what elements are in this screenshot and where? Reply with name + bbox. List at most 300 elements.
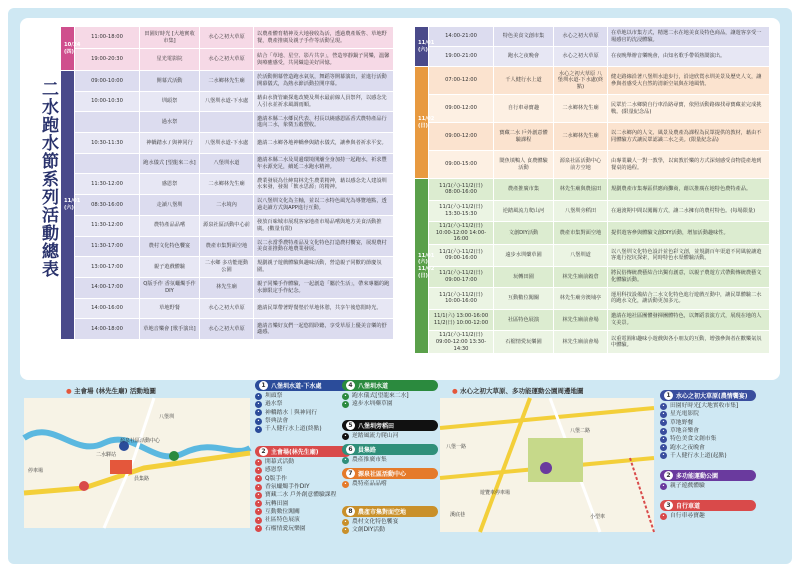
- cell-desc: 邀請二水鄉各地神轎參與踏水儀式，讓參與者祈求平安。: [254, 133, 394, 154]
- cell-event: 特色美食文創市集: [494, 27, 554, 47]
- legend-item-label: 星光電影院: [670, 411, 699, 418]
- legend-bullet-icon: •: [660, 411, 667, 418]
- schedule-row: [415, 95, 770, 123]
- legend-item-label: 草地野餐: [670, 419, 694, 426]
- legend-item: [342, 400, 442, 408]
- schedule-row: [61, 27, 394, 49]
- cell-place: 二水鄉 多功能運動公園: [200, 257, 254, 278]
- legend-item: [660, 452, 760, 460]
- cell-place: 水心之初大草原: [554, 27, 608, 47]
- legend-group: [255, 446, 355, 533]
- map-pin-icon: ●: [452, 387, 458, 395]
- legend-bullet-icon: •: [255, 508, 262, 515]
- cell-event: 社區特色展演: [494, 309, 554, 331]
- map-label-i: 溪底巷: [450, 512, 466, 518]
- station-block: [110, 460, 132, 474]
- cell-desc: 以農產體育精神及大地發收為活，透過農產販售、草地野餐，農產推廣及親子手作等活動呈現。: [254, 27, 394, 49]
- schedule-row: [61, 257, 394, 278]
- schedule-row: [61, 236, 394, 257]
- cell-event: 跑水儀式 [望龍來二水]: [140, 153, 200, 174]
- legend-item-label: 香氛蠟燭手作DIY: [265, 484, 310, 491]
- cell-event: 過水祭: [140, 112, 200, 133]
- cell-time: 11/1(六) 13:00-16:00 11/2(日) 10:00-12:00: [429, 309, 494, 331]
- legend-item: [255, 483, 355, 491]
- cell-event: 開幕式活動: [140, 71, 200, 92]
- schedule-row: [415, 266, 770, 288]
- schedule-row: [61, 195, 394, 216]
- legend-item: [660, 410, 760, 418]
- day-label: 11/01 (六) 11/02 (日): [415, 179, 429, 354]
- cell-desc: 民眾於二水鄉騎自行車沿路尋寶，依照活動路線找尋寶藏並完成挑戰。(限量紀念品): [608, 95, 770, 123]
- day-label: 11/01 (六): [415, 27, 429, 67]
- legend-item: [255, 425, 355, 433]
- cell-place: 林先生廟前會場: [554, 331, 608, 354]
- cell-event: 感恩祭: [140, 174, 200, 195]
- legend-bullet-icon: •: [660, 513, 667, 520]
- legend-item-label: 互動數位闖關: [265, 508, 300, 515]
- schedule-row: [415, 123, 770, 151]
- map-label-b: 二水驛站: [96, 452, 117, 458]
- cell-place: 八堡圳旁稻田: [554, 200, 608, 222]
- legend-item-label: 特色美食文創市集: [670, 436, 717, 443]
- cell-time: 11/1(六)-11/2(日) 09:00-16:00: [429, 244, 494, 266]
- legend-bullet-icon: •: [255, 525, 262, 532]
- cell-place: 八堡圳道: [554, 244, 608, 266]
- legend-bullet-icon: •: [342, 457, 349, 464]
- schedule-row: [415, 288, 770, 310]
- legend-item: [660, 435, 760, 443]
- legend-bullet-icon: •: [255, 418, 262, 425]
- cell-place: 二水鄉林先生廟: [554, 95, 608, 123]
- cell-time: 13:00-17:00: [75, 257, 140, 278]
- legend-item: [342, 480, 442, 488]
- map-label-f: 八堡一路: [446, 444, 467, 450]
- legend-group-title: 主會場(林先生廟): [271, 449, 319, 456]
- cell-time: 14:00-21:00: [429, 27, 494, 47]
- legend-bullet-icon: •: [342, 433, 349, 440]
- legend-group: [660, 390, 760, 460]
- legend-bullet-icon: •: [255, 492, 262, 499]
- map-pin-icon: ●: [66, 387, 72, 395]
- map-grassland-drawing: [440, 398, 654, 532]
- legend-item-label: 親子遊戲體驗: [670, 483, 705, 490]
- cell-desc: 運用科技設備結合二水文化特色進行遊戲互動中，讓民眾體驗二水的跑水文化，讓活動更加多元。: [608, 288, 770, 310]
- legend-bullet-icon: •: [660, 452, 667, 459]
- legend-item: [255, 508, 355, 516]
- cell-place: 林先生廟旁澳埔亭: [554, 288, 608, 310]
- legend-bullet-icon: •: [660, 483, 667, 490]
- cell-time: 11:00-18:00: [75, 27, 140, 49]
- legend-group-header[interactable]: [342, 506, 438, 517]
- legend-item: [660, 402, 760, 410]
- legend-item: [342, 392, 442, 400]
- schedule-row: [61, 277, 394, 298]
- legend-item-label: 祭典法會: [265, 418, 289, 425]
- cell-time: 09:00-15:00: [429, 151, 494, 179]
- legend-bullet-icon: •: [255, 426, 262, 433]
- map-title-right-label: 水心之初大草原、多功能運動公園周邊地圖: [459, 387, 584, 395]
- legend-item-label: 自行車尋寶趣: [670, 513, 705, 520]
- cell-place: 水心之初大草原: [200, 319, 254, 340]
- legend-item: [660, 482, 760, 490]
- cell-event: 親子遊戲體驗: [140, 257, 200, 278]
- marker-2: [540, 462, 552, 474]
- legend-bullet-icon: •: [342, 481, 349, 488]
- legend-bullet-icon: •: [255, 393, 262, 400]
- cell-place: 水心之初大草原 八堡圳水道-下水處(終點): [554, 67, 608, 95]
- legend-bullet-icon: •: [342, 527, 349, 534]
- cell-event: 文創DIY活動: [494, 222, 554, 245]
- legend-item: [255, 409, 355, 417]
- legend-item-label: 逆踏風流力爬山河: [352, 433, 399, 440]
- legend-item: [255, 392, 355, 400]
- schedule-row: [61, 319, 394, 340]
- cell-place: [200, 112, 254, 133]
- cell-time: 09:00-12:00: [429, 123, 494, 151]
- cell-desc: 在草地以市集方式，精選二水在地美食及特色商品，讓遊客享受一場感官的沈浸體驗。: [608, 27, 770, 47]
- schedule-row: [61, 112, 394, 133]
- legend-group-title: 水心之初大草原(農情饗宴): [676, 393, 748, 400]
- cell-desc: 親子同樂手作體驗，一起創造「屬於生活」，帶來專屬的跑水節限定手作紀念。: [254, 277, 394, 298]
- legend-number-badge: 5: [346, 421, 355, 430]
- legend-item-label: 石榴情愛玩樂園: [265, 525, 306, 532]
- legend-bullet-icon: •: [255, 500, 262, 507]
- legend-number-badge: 1: [259, 381, 268, 390]
- legend-item: [660, 443, 760, 451]
- schedule-row: [415, 47, 770, 67]
- cell-place: 林先生廟與農協田: [554, 179, 608, 201]
- legend-group: [660, 500, 760, 520]
- cell-place: 二水鄉林先生廟: [200, 71, 254, 92]
- cell-event: 鬧魚填鴨人 食農體驗活動: [494, 151, 554, 179]
- cell-event: 農村文化特色饗宴: [140, 236, 200, 257]
- legend-bullet-icon: •: [342, 519, 349, 526]
- legend-group: [342, 420, 442, 440]
- cell-desc: 邀請民眾帶著野餐墊於草地休憩，共享午後悠閒時光。: [254, 298, 394, 319]
- legend-group-header[interactable]: [255, 380, 351, 391]
- schedule-row: [415, 151, 770, 179]
- cell-desc: 於活動開幕營造跑水氣氛，舞蹈等開幕演出，並進行活動開幕儀式，為熱水節活動拉開序幕。: [254, 71, 394, 92]
- cell-time: 11/1(六)-11/2(日) 10:00-16:00: [429, 288, 494, 310]
- schedule-row: [415, 200, 770, 222]
- legend-group-header[interactable]: [660, 390, 756, 401]
- map-grassland[interactable]: [440, 398, 654, 532]
- cell-place: 八堡圳水道: [200, 153, 254, 174]
- legend-item-label: 寶藏二水 戶外創意體驗課程: [265, 492, 337, 499]
- cell-place: 水心之初大草原: [200, 49, 254, 71]
- schedule-row: [61, 215, 394, 236]
- legend-item-label: 神轎踏水｜與神同行: [265, 409, 318, 416]
- cell-desc: 健走路線沿著八堡圳水道步行，沿途欣賞水圳美景及歷史人文，讓參與者感受大自然的清新空氣與在地風情。: [608, 67, 770, 95]
- legend-item: [255, 466, 355, 474]
- schedule-row: [415, 222, 770, 245]
- map-label-o: 八堡圳: [159, 414, 175, 420]
- map-title-left-label: 主會場 (林先生廟) 活動地圖: [73, 387, 156, 395]
- cell-time: 10:30-11:30: [75, 133, 140, 154]
- legend-group-header[interactable]: [342, 420, 438, 431]
- cell-event: 千人健行水上道: [494, 67, 554, 95]
- map-label-g: 八堡二路: [570, 428, 591, 434]
- legend-item: [255, 516, 355, 524]
- cell-desc: 提供遊客參與體驗文創DIY活動，增加活動趣味性。: [608, 222, 770, 245]
- cell-time: 09:00-12:00: [429, 95, 494, 123]
- cell-time: 14:00-16:00: [75, 298, 140, 319]
- cell-event: 玩轉田園: [494, 266, 554, 288]
- legend-group-title: 源泉社區活動中心: [358, 471, 407, 478]
- map-label-m: 小型車: [590, 514, 606, 520]
- legend-group-header[interactable]: [342, 444, 438, 455]
- cell-desc: 邀請音樂好友們一起悠閒聆聽，享受草原上優美音樂的舒適感。: [254, 319, 394, 340]
- cell-event: 自行車尋寶趣: [494, 95, 554, 123]
- cell-desc: 邀請本縣二水郷民代表、村長以繞感恩區香式農特產品行進向二水，象徵五穀豐收。: [254, 112, 394, 133]
- legend-group-header[interactable]: [660, 470, 756, 481]
- legend-item-label: 玩轉田園: [265, 500, 289, 507]
- legend-bullet-icon: •: [660, 403, 667, 410]
- cell-event: 逆踏風流力爬山河: [494, 200, 554, 222]
- cell-event: 寶藏二水 戶外創意體驗課程: [494, 123, 554, 151]
- cell-place: 八堡圳水道-下水處: [200, 133, 254, 154]
- legend-bullet-icon: •: [255, 409, 262, 416]
- legend-bullet-icon: •: [660, 436, 667, 443]
- legend-number-badge: 4: [346, 381, 355, 390]
- cell-desc: 由專業職人一對一教學，以寓教於樂的方式深刻感受食物從產地到餐桌的過程。: [608, 151, 770, 179]
- legend-item: [660, 512, 760, 520]
- cell-place: 水心之初大草原: [200, 27, 254, 49]
- legend-bullet-icon: •: [255, 459, 262, 466]
- cell-event: 跑水之夜晚會: [494, 47, 554, 67]
- cell-time: [75, 153, 140, 174]
- legend-number-badge: 2: [664, 471, 673, 480]
- day-label: 11/01 (六): [61, 71, 75, 340]
- schedule-row: [415, 27, 770, 47]
- cell-time: 10:00-10:30: [75, 91, 140, 112]
- schedule-row: [61, 49, 394, 71]
- cell-desc: 以二水當季農特產品及文化特色打造農村饗宴，展現農村美食並推動在地農業發展。: [254, 236, 394, 257]
- legend-item: [342, 456, 442, 464]
- legend-item-label: 農特產品品嚐: [352, 481, 387, 488]
- legend-bullet-icon: •: [255, 401, 262, 408]
- legend-item-label: 文創DIY活動: [352, 527, 385, 534]
- legend-number-badge: 2: [259, 447, 268, 456]
- legend-group-header[interactable]: [342, 380, 438, 391]
- legend-number-badge: 8: [346, 507, 355, 516]
- cell-time: 14:00-17:00: [75, 277, 140, 298]
- legend-item: [660, 427, 760, 435]
- map-label-c: 員集路: [134, 476, 150, 482]
- legend-bullet-icon: •: [342, 401, 349, 408]
- cell-desc: 以重電圓和趣味小遊戲與各小朋友的互動，增強參與者在歡樂氣氛中體驗。: [608, 331, 770, 354]
- cell-time: 11/1(六)-11/2(日) 08:00-16:00: [429, 179, 494, 201]
- schedule-row: [61, 91, 394, 112]
- legend-item-label: 社區特色展演: [265, 517, 300, 524]
- legend-group: [342, 444, 442, 464]
- legend-group-title: 員集路: [358, 447, 377, 454]
- map-label-n: 停車場: [28, 468, 44, 474]
- legend-group-title: 八堡圳旁稻田: [358, 423, 395, 430]
- cell-place: 二水鄉林先生廟: [200, 174, 254, 195]
- cell-time: 11/1(六)-11/2(日) 10:00-12:00 14:00-16:00: [429, 222, 494, 245]
- legend-group-title: 自行車道: [676, 503, 701, 510]
- cell-place: 林先生廟前會場: [554, 309, 608, 331]
- legend-bullet-icon: •: [255, 517, 262, 524]
- legend-bullet-icon: •: [255, 467, 262, 474]
- legend-item: [255, 475, 355, 483]
- legend-item: [255, 524, 355, 532]
- cell-desc: 在過渡期中間以闖關方式，讓二水擁有的農村特色。(每場限量): [608, 200, 770, 222]
- legend-item: [255, 400, 355, 408]
- cell-desc: 邀請本縣二水及周邊環境開舖全身加持一起跑水，祈求豐年水源充足，續延二水跑水精神。: [254, 153, 394, 174]
- legend-item: [342, 526, 442, 534]
- cell-event: 互動數位闖關: [494, 288, 554, 310]
- cell-place: 水心之初大草原: [554, 47, 608, 67]
- marker-4: [169, 451, 179, 461]
- cell-event: Q版手作 香氛蠟燭手作DIY: [140, 277, 200, 298]
- legend-item: [255, 499, 355, 507]
- legend-item-label: 千人健行水上道(終點): [265, 426, 322, 433]
- legend-group-title: 八堡圳水道-下水處: [271, 383, 322, 390]
- grassland-area: [528, 438, 583, 482]
- cell-time: 11:30-12:00: [75, 174, 140, 195]
- schedule-row: [415, 331, 770, 354]
- cell-desc: 以八堡圳文化特色設計並色彩文創，並規劃百年渠道不同風貌讓遊客進行挖坑探索，同時特色水渠體驗活動。: [608, 244, 770, 266]
- page-title: 二水跑水節系列活動總表: [38, 80, 58, 278]
- cell-time: 11/1(六)-11/2(日) 09:00-12:00 13:30-14:30: [429, 331, 494, 354]
- legend-item-label: 開幕式活動: [265, 459, 294, 466]
- cell-desc: 規劃農產市集專區供應商攤商，藉以推廣在地特色農特產品。: [608, 179, 770, 201]
- legend-item: [255, 491, 355, 499]
- legend-item-label: Q版手作: [265, 475, 287, 482]
- cell-event: 圳頭祭: [140, 91, 200, 112]
- legend-group-header[interactable]: [660, 500, 756, 511]
- cell-place: 農產市集對面空地: [200, 236, 254, 257]
- legend-item: [660, 419, 760, 427]
- legend-item-label: 田園好時光[大地實收市集]: [670, 403, 739, 410]
- map-title-left: [66, 386, 156, 395]
- cell-place: 八堡圳水道-下水處: [200, 91, 254, 112]
- legend-group-title: 八堡圳水道: [358, 383, 389, 390]
- legend-number-badge: 1: [664, 391, 673, 400]
- legend-group: [342, 380, 442, 409]
- cell-time: 09:00-10:00: [75, 71, 140, 92]
- cell-desc: 結合「草地、星空、影片共享」，營造寧靜鍋子同樂，溫馨與療癒感受，共同織造美好回憶。: [254, 49, 394, 71]
- cell-time: 19:00-20:30: [75, 49, 140, 71]
- schedule-row: [415, 67, 770, 95]
- legend-item-label: 過水祭: [265, 401, 283, 408]
- legend-number-badge: 3: [664, 501, 673, 510]
- cell-event: 草地野餐: [140, 298, 200, 319]
- cell-place: 二水境內: [200, 195, 254, 216]
- legend-bullet-icon: •: [255, 484, 262, 491]
- schedule-row: [415, 179, 770, 201]
- cell-desc: 發放百味城市展現客家地產市場品嚐與地方美食活動推廣。(數量有限): [254, 215, 394, 236]
- legend-group-title: 農產市集對面空地: [358, 509, 407, 516]
- cell-time: 08:30-16:00: [75, 195, 140, 216]
- legend-item-label: 跑水儀式[望龍來二水]: [352, 393, 409, 400]
- legend-group: [342, 468, 442, 488]
- cell-time: 11/1(六)-11/2(日) 09:00-17:00: [429, 266, 494, 288]
- cell-desc: 農業發展為仕紳寫林先生農業精神，藉以感念先人建設圳水來發，發揚「飲水思源」的精神。: [254, 174, 394, 195]
- cell-time: 11:30-17:00: [75, 236, 140, 257]
- cell-desc: 以八堡圳文化為主軸，並以二水特色風光為導覽地點，透過走讀方式與APP進行互動。: [254, 195, 394, 216]
- cell-time: 14:00-18:00: [75, 319, 140, 340]
- schedule-row: [415, 244, 770, 266]
- cell-place: 林先生廟前穀倉: [554, 266, 608, 288]
- cell-desc: 在夜晚舉辦音樂晚會，由知名歌手帶領熱鬧演出。: [608, 47, 770, 67]
- marker-2: [79, 481, 89, 491]
- cell-desc: 藉由水資管廠探進改變及圳水最前線人員祭拜，以感念先人引水並祈求風調雨順。: [254, 91, 394, 112]
- legend-item-label: 農村文化特色饗宴: [352, 519, 399, 526]
- legend-bullet-icon: •: [342, 393, 349, 400]
- legend-group-header[interactable]: [255, 446, 351, 457]
- cell-desc: 規劃親子遊戲體驗與趣味活動，營造親子同歡的節慶氛圍。: [254, 257, 394, 278]
- legend-group-header[interactable]: [342, 468, 438, 479]
- cell-desc: 將民俗傳統農藝結合出獨有創意，以親子農遊方式帶動傳統農藝文化體驗活動。: [608, 266, 770, 288]
- legend-group: [255, 380, 355, 433]
- legend-number-badge: 7: [346, 469, 355, 478]
- cell-desc: 邀請在地社區團體發揮團體特色，以舞蹈表演方式，展現在地的人文美景。: [608, 309, 770, 331]
- legend-item-label: 千人健行水上道(起點): [670, 452, 727, 459]
- legend-item-label: 草地音樂會: [670, 428, 699, 435]
- cell-event: 農特產品品嚐: [140, 215, 200, 236]
- cell-event: 走讀八堡圳: [140, 195, 200, 216]
- legend-bullet-icon: •: [660, 419, 667, 426]
- day-label: 10/24 (四): [61, 27, 75, 71]
- cell-event: 遠步水圳藥草園: [494, 244, 554, 266]
- map-title-right: [452, 386, 583, 395]
- cell-event: 星光電影院: [140, 49, 200, 71]
- day-label: 11/02 (日): [415, 67, 429, 179]
- legend-item-label: 感恩祭: [265, 467, 283, 474]
- cell-place: 林先生廟: [200, 277, 254, 298]
- legend-item: [255, 417, 355, 425]
- schedule-row: [61, 133, 394, 154]
- schedule-row: [61, 174, 394, 195]
- cell-event: 石榴情愛玩樂園: [494, 331, 554, 354]
- schedule-table-right: [414, 26, 770, 354]
- cell-desc: 以二水鄉內的人文、風景及農產為課程為民眾提供的教材，藉由不同體驗方式讓民眾認識二水之美。(限量紀念品): [608, 123, 770, 151]
- cell-place: 源泉社區活動中心 前方空地: [554, 151, 608, 179]
- cell-event: 田園好時光 [大地實收市集]: [140, 27, 200, 49]
- schedule-row: [61, 71, 394, 92]
- map-label-a: 源泉社區活動中心: [120, 438, 161, 444]
- cell-time: 11:30-12:00: [75, 215, 140, 236]
- legend-item-label: 圳頭祭: [265, 393, 283, 400]
- cell-place: 農產市集對面空地: [554, 222, 608, 245]
- schedule-row: [61, 153, 394, 174]
- schedule-row: [61, 298, 394, 319]
- legend-item: [255, 458, 355, 466]
- cell-event: 草地音樂會 [歌手演出]: [140, 319, 200, 340]
- legend-item: [342, 432, 442, 440]
- cell-event: 神轎踏水 / 與神同行: [140, 133, 200, 154]
- legend-bullet-icon: •: [660, 444, 667, 451]
- cell-event: 農產推廣市集: [494, 179, 554, 201]
- cell-time: 11/1(六)-11/2(日) 13:30-15:30: [429, 200, 494, 222]
- legend-number-badge: 6: [346, 445, 355, 454]
- legend-group: [660, 470, 760, 490]
- schedule-row: [415, 309, 770, 331]
- cell-time: 19:00-21:00: [429, 47, 494, 67]
- legend-item-label: 農產推廣市集: [352, 457, 387, 464]
- map-label-k: 遊覽車停車場: [480, 490, 511, 496]
- map-main-venue-drawing: [24, 398, 250, 528]
- legend-item-label: 遠步水圳藥草園: [352, 401, 393, 408]
- cell-time: [75, 112, 140, 133]
- map-main-venue[interactable]: [24, 398, 250, 528]
- cell-place: 源泉社區活動中心前: [200, 215, 254, 236]
- legend-group-title: 多功能運動公園: [676, 473, 719, 480]
- legend-group: [342, 506, 442, 535]
